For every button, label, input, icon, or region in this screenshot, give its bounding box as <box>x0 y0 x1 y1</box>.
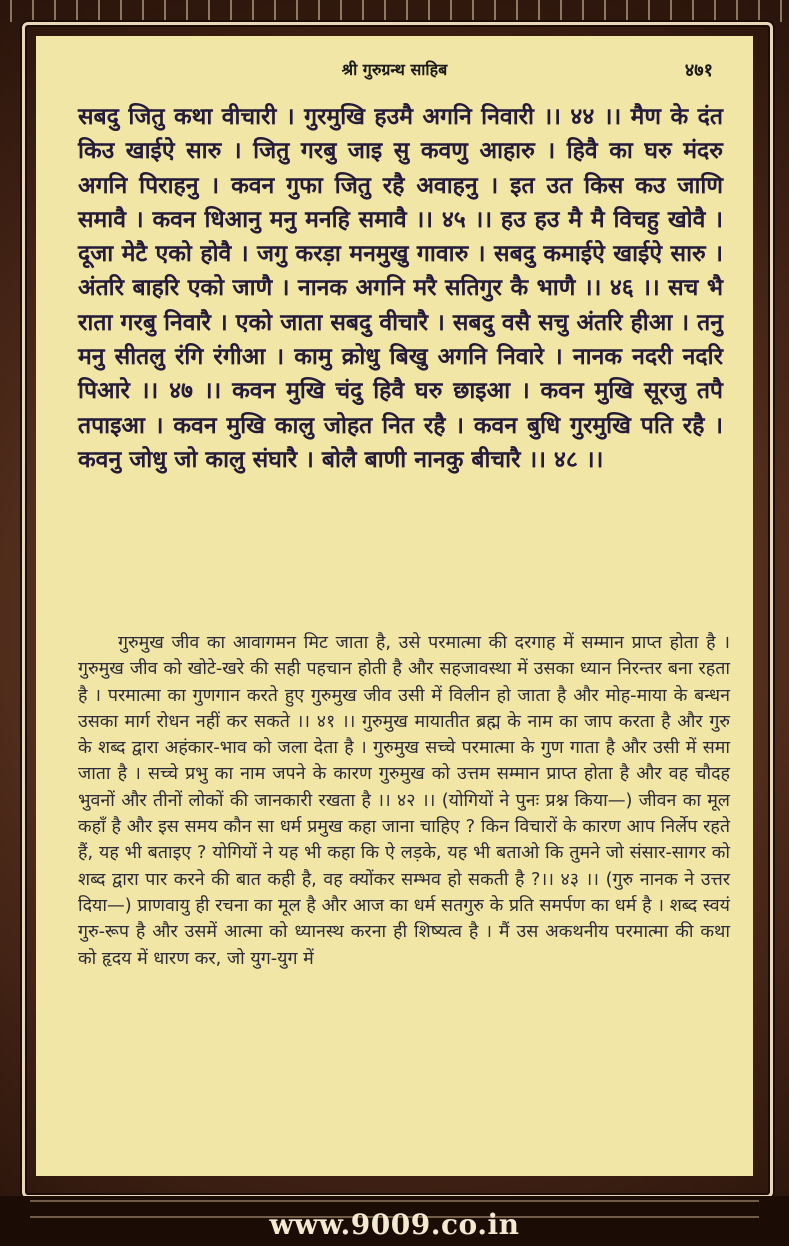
hindi-commentary: गुरुमुख जीव का आवागमन मिट जाता है, उसे परमात्मा की दरगाह में सम्मान प्राप्त होता है । गुरुमुख जीव को खोटे-खरे की सही पहचान होती है और सहजावस्था में उसका ध्यान निरन्तर बना रहता है । परमात्मा का गुणगान करते हुए गुरुमुख जीव उसी में विलीन हो जाता है और मोह-माया के बन्धन उसका मार्ग रोधन नहीं कर सकते ।। ४१ ।। गुरुमुख मायातीत ब्रह्म के नाम का जाप करता है और गुरु के शब्द द्वारा अहंकार-भाव को जला देता है । गुरुमुख सच्चे परमात्मा के गुण गाता है और उसी में समा जाता है । सच्चे प्रभु का नाम जपने के कारण गुरुमुख को उत्तम सम्मान प्राप्त होता है और वह चौदह भुवनों और तीनों लोकों की जानकारी रखता है ।। ४२ ।। (योगियों ने पुनः प्रश्न किया—) जीवन का मूल कहाँ है और इस समय कौन सा धर्म प्रमुख कहा जाना चाहिए ? किन विचारों के कारण आप निर्लेप रहते हैं, यह भी बताइए ? योगियों ने यह भी कहा कि ऐ लड़के, यह भी बताओ कि तुमने जो संसार-सागर को शब्द द्वारा पार करने की बात कही है, वह क्योंकर सम्भव हो सकती है ?।। ४३ ।। (गुरु नानक ने उत्तर दिया—) प्राणवायु ही रचना का मूल है और आज का धर्म सतगुरु के प्रति समर्पण का धर्म है । शब्द स्वयं गुरु-रूप है और उसमें आत्मा को ध्यानस्थ करना ही शिष्यत्व है । मैं उस अकथनीय परमात्मा की कथा को हृदय में धारण कर, जो युग-युग में <box>78 632 730 969</box>
page-number: ४७१ <box>684 60 713 81</box>
gurbani-verse: सबदु जितु कथा वीचारी । गुरमुखि हउमै अगनि निवारी ।। ४४ ।। मैण के दंत किउ खाईऐ सारु । जितु गरबु जाइ सु कवणु आहारु । हिवै का घरु मंदरु अगनि पिराहनु । कवन गुफा जितु रहै अवाहनु । इत उत किस कउ जाणि समावै । कवन धिआनु मनु मनहि समावै ।। ४५ ।। हउ हउ मै मै विचहु खोवै । दूजा मेटै एको होवै । जगु करड़ा मनमुखु गावारु । सबदु कमाईऐ खाईऐ सारु । अंतरि बाहरि एको जाणै । नानक अगनि मरै सतिगुर कै भाणै ।। ४६ ।। सच भै राता गरबु निवारै । एको जाता सबदु वीचारै । सबदु वसै सचु अंतरि हीआ । तनु मनु सीतलु रंगि रंगीआ । कामु क्रोधु बिखु अगनि निवारे । नानक नदरी नदरि पिआरे ।। ४७ ।। कवन मुखि चंदु हिवै घरु छाइआ । कवन मुखि सूरजु तपै तपाइआ । कवन मुखि कालु जोहत नित रहै । कवन बुधि गुरमुखि पति रहै । कवनु जोधु जो कालु संघारै । बोलै बाणी नानकु बीचारै ।। ४८ ।। <box>78 103 723 473</box>
website-url[interactable]: www.9009.co.in <box>269 1208 520 1241</box>
footer-bar <box>0 1196 789 1246</box>
scripture-page <box>36 36 753 1176</box>
page-title: श्री गुरुग्रन्थ साहिब <box>341 60 448 79</box>
top-ornament-band <box>0 0 789 22</box>
page-header <box>36 58 753 84</box>
